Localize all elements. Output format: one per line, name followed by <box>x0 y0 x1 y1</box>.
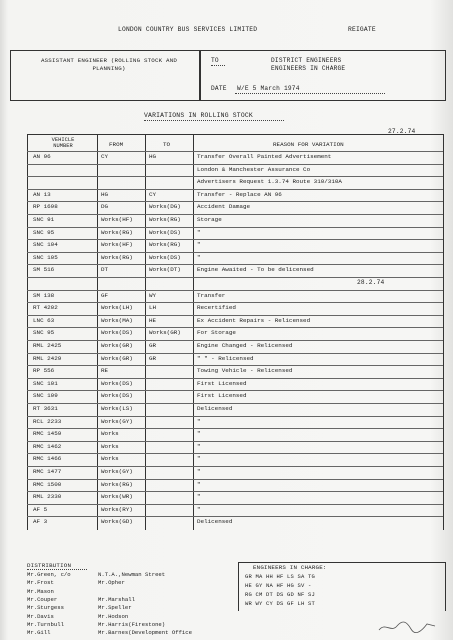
table-row <box>27 164 443 178</box>
table-row <box>27 453 443 467</box>
from-cell: Works <box>101 442 119 450</box>
reason-cell: " <box>197 480 201 488</box>
reason-cell: Accident Damage <box>197 203 251 211</box>
table-row <box>27 290 443 304</box>
table-row <box>27 327 443 341</box>
vehicle-cell: AF 5 <box>33 505 48 513</box>
distribution-name-secondary: Mr.Hodson <box>98 612 129 620</box>
vehicle-cell: SNC 95 <box>33 329 55 337</box>
to-box <box>200 50 446 101</box>
table-row <box>27 441 443 455</box>
reason-cell: Ex Accident Repairs - Relicensed <box>197 316 311 324</box>
distribution-name-secondary: Mr.Barnes(Development Office <box>98 629 192 637</box>
from-box <box>10 50 200 101</box>
distribution-name: Mr.Couper <box>27 595 58 603</box>
from-cell: DT <box>101 266 109 274</box>
to-cell: Works(GR) <box>149 329 181 337</box>
from-cell: Works(GY) <box>101 417 133 425</box>
to-cell: Works(DT) <box>149 266 181 274</box>
vehicle-cell: SNC 105 <box>33 253 58 261</box>
vehicle-cell: RMC 1477 <box>33 468 62 475</box>
engineers-row2: HE GY NA HF HG SV - <box>245 582 312 589</box>
distribution-label: DISTRIBUTION <box>27 562 72 569</box>
to-cell: GR <box>149 354 157 362</box>
from-cell: Works <box>101 455 119 463</box>
table-row <box>27 466 443 480</box>
vehicle-cell: LNC 63 <box>33 316 55 324</box>
engineers-row4: WR WY CY DS GF LH ST <box>245 600 316 607</box>
vehicle-cell: RCL 2233 <box>33 417 62 425</box>
reason-cell: Transfer - Replace AN 96 <box>197 190 282 198</box>
reason-cell: " <box>197 493 201 501</box>
reason-cell: " <box>197 455 201 463</box>
vehicle-cell: AN 13 <box>33 190 51 198</box>
to-cell: LH <box>149 304 157 312</box>
from-cell: Works(GY) <box>101 468 133 475</box>
to-cell: Works(RG) <box>149 241 181 249</box>
reason-cell: Storage <box>197 216 222 223</box>
table-row <box>27 390 443 404</box>
vehicle-cell: RMC 1462 <box>33 442 62 450</box>
date-underline <box>235 93 385 94</box>
to-cell: Works(DS) <box>149 228 181 236</box>
table-row <box>27 340 443 354</box>
table-row <box>27 428 443 442</box>
vehicle-cell: RT 4202 <box>33 304 58 312</box>
from-cell: Works(RG) <box>101 228 133 236</box>
reason-cell: " <box>197 228 201 236</box>
vehicle-cell: SNC 91 <box>33 216 55 223</box>
reason-cell: Engine Changed - Relicensed <box>197 342 293 349</box>
reason-cell: London & Manchester Assurance Co <box>197 165 311 173</box>
table-row <box>27 491 443 505</box>
from-cell: Works(HF) <box>101 241 133 249</box>
table-row <box>27 516 443 530</box>
table-header-row <box>27 134 443 152</box>
table-row <box>27 416 443 430</box>
distribution-underline <box>27 569 87 570</box>
from-cell: Works(GR) <box>101 342 133 349</box>
vehicle-cell: RML 2330 <box>33 493 62 501</box>
to-cell: GR <box>149 342 157 349</box>
distribution-name-secondary: Mr.Harris(Firestone) <box>98 620 166 628</box>
table-border-right <box>443 134 444 530</box>
table-row <box>27 315 443 329</box>
from-cell: Works(GD) <box>101 518 133 526</box>
doc-title-underline <box>144 120 284 121</box>
reason-cell: " <box>197 468 201 475</box>
reason-cell: Delicensed <box>197 518 233 526</box>
reason-cell: " " - Relicensed <box>197 354 254 362</box>
table-row <box>27 151 443 165</box>
header-reason: REASON FOR VARIATION <box>273 141 344 148</box>
doc-title: VARIATIONS IN ROLLING STOCK <box>144 112 253 119</box>
vehicle-cell: AN 96 <box>33 153 51 160</box>
section2-date: 28.2.74 <box>357 279 385 286</box>
reason-cell: Towing Vehicle - Relicensed <box>197 367 293 375</box>
reason-cell: First Licensed <box>197 392 247 400</box>
table-row <box>27 504 443 518</box>
to-line2: ENGINEERS IN CHARGE <box>271 65 346 72</box>
table-row <box>27 189 443 203</box>
reason-cell: Advertisers Request 1.3.74 Route 310/310A <box>197 178 342 186</box>
vehicle-cell: SM 138 <box>33 291 55 299</box>
vehicle-cell: RML 2429 <box>33 354 62 362</box>
from-title: ASSISTANT ENGINEER (ROLLING STOCK AND PLANNING) <box>40 57 178 72</box>
from-cell: Works(HF) <box>101 216 133 223</box>
to-cell: Works(DS) <box>149 253 181 261</box>
engineers-row3: RG CM DT DS GD NF SJ <box>245 591 316 598</box>
table-row <box>27 403 443 417</box>
distribution-name: Mr.Gill <box>27 629 51 637</box>
reason-cell: Transfer <box>197 291 226 299</box>
to-line1: DISTRICT ENGINEERS <box>271 57 342 64</box>
table-row <box>27 365 443 379</box>
to-label: TO <box>211 57 219 64</box>
to-cell: CY <box>149 190 157 198</box>
vehicle-cell: SNC 104 <box>33 241 58 249</box>
to-underline <box>211 65 225 66</box>
from-cell: Works(RG) <box>101 480 133 488</box>
table-row <box>27 176 443 190</box>
distribution-name: Mr.Mason <box>27 587 54 595</box>
vehicle-cell: RT 3631 <box>33 405 58 412</box>
from-cell: RE <box>101 367 109 375</box>
vehicle-cell: RMC 1466 <box>33 455 62 463</box>
table-row <box>27 378 443 392</box>
reason-cell: Transfer Overall Painted Advertisement <box>197 153 332 160</box>
from-cell: Works(DS) <box>101 329 133 337</box>
variations-table <box>27 134 443 530</box>
from-cell: Works(RY) <box>101 505 133 513</box>
section1-date: 27.2.74 <box>388 128 416 135</box>
header-vehicle: VEHICLE NUMBER <box>51 137 75 149</box>
vehicle-cell: RP 556 <box>33 367 55 375</box>
date-value: W/E 5 March 1974 <box>237 85 300 92</box>
distribution-name: Mr.Frost <box>27 579 54 587</box>
reason-cell: First Licensed <box>197 379 247 387</box>
from-cell: Works(DS) <box>101 379 133 387</box>
vehicle-cell: RP 1698 <box>33 203 58 211</box>
from-cell: GF <box>101 291 109 299</box>
vehicle-cell: RML 2425 <box>33 342 62 349</box>
table-row <box>27 264 443 278</box>
from-cell: Works(LH) <box>101 304 133 312</box>
reason-cell: Recertified <box>197 304 236 312</box>
from-cell: Works(DS) <box>101 392 133 400</box>
reason-cell: " <box>197 430 201 438</box>
table-row <box>27 353 443 367</box>
vehicle-cell: SNC 95 <box>33 228 55 236</box>
distribution-name: Mr.Davis <box>27 612 54 620</box>
table-row <box>27 214 443 228</box>
from-cell: DG <box>101 203 109 211</box>
reason-cell: " <box>197 417 201 425</box>
vehicle-cell: AF 3 <box>33 518 48 526</box>
header-to: TO <box>163 141 171 148</box>
distribution-name: Mr.Turnbull <box>27 620 64 628</box>
to-cell: WY <box>149 291 157 299</box>
table-row <box>27 479 443 493</box>
distribution-name: Mr.Green, c/o <box>27 571 71 578</box>
distribution-name: Mr.Sturgess <box>27 604 64 612</box>
distribution-name-secondary: Mr.Opher <box>98 579 125 587</box>
vehicle-cell: SNC 101 <box>33 379 58 387</box>
company-name: LONDON COUNTRY BUS SERVICES LIMITED <box>118 26 258 33</box>
vehicle-cell: SNC 109 <box>33 392 58 400</box>
table-row <box>27 239 443 253</box>
vehicle-cell: RMC 1459 <box>33 430 62 438</box>
location: REIGATE <box>348 26 376 33</box>
table-row <box>27 227 443 241</box>
from-cell: Works(GR) <box>101 354 133 362</box>
distribution-name-secondary: Mr.Speller <box>98 604 132 612</box>
from-cell: Works(MA) <box>101 316 133 324</box>
reason-cell: Engine Awaited - To be delicensed <box>197 266 314 274</box>
from-cell: CY <box>101 153 109 160</box>
vehicle-cell: SM 516 <box>33 266 55 274</box>
to-cell: HE <box>149 316 157 324</box>
from-cell: Works(LS) <box>101 405 133 412</box>
reason-cell: " <box>197 505 201 513</box>
reason-cell: " <box>197 442 201 450</box>
engineers-label: ENGINEERS IN CHARGE: <box>253 564 327 571</box>
from-cell: Works(WR) <box>101 493 133 501</box>
table-row <box>27 302 443 316</box>
from-cell: HG <box>101 190 109 198</box>
to-cell: Works(DG) <box>149 203 181 211</box>
to-cell: Works(RG) <box>149 216 181 223</box>
distribution-name-secondary: N.T.A.,Newman Street <box>98 571 166 578</box>
reason-cell: Delicensed <box>197 405 233 412</box>
from-cell: Works <box>101 430 119 438</box>
reason-cell: For Storage <box>197 329 236 337</box>
header-from: FROM <box>109 141 124 148</box>
engineers-row1: GR MA HH HF LS SA TG <box>245 573 316 580</box>
reason-cell: " <box>197 241 201 249</box>
engineers-box <box>238 562 446 611</box>
table-row <box>27 201 443 215</box>
vehicle-cell: RMC 1500 <box>33 480 62 488</box>
distribution-name-secondary: Mr.Marshall <box>98 595 135 603</box>
reason-cell: " <box>197 253 201 261</box>
date-label: DATE <box>211 85 227 92</box>
table-row <box>27 252 443 266</box>
signature-scribble <box>377 620 437 634</box>
from-cell: Works(RG) <box>101 253 133 261</box>
to-cell: HG <box>149 153 157 160</box>
